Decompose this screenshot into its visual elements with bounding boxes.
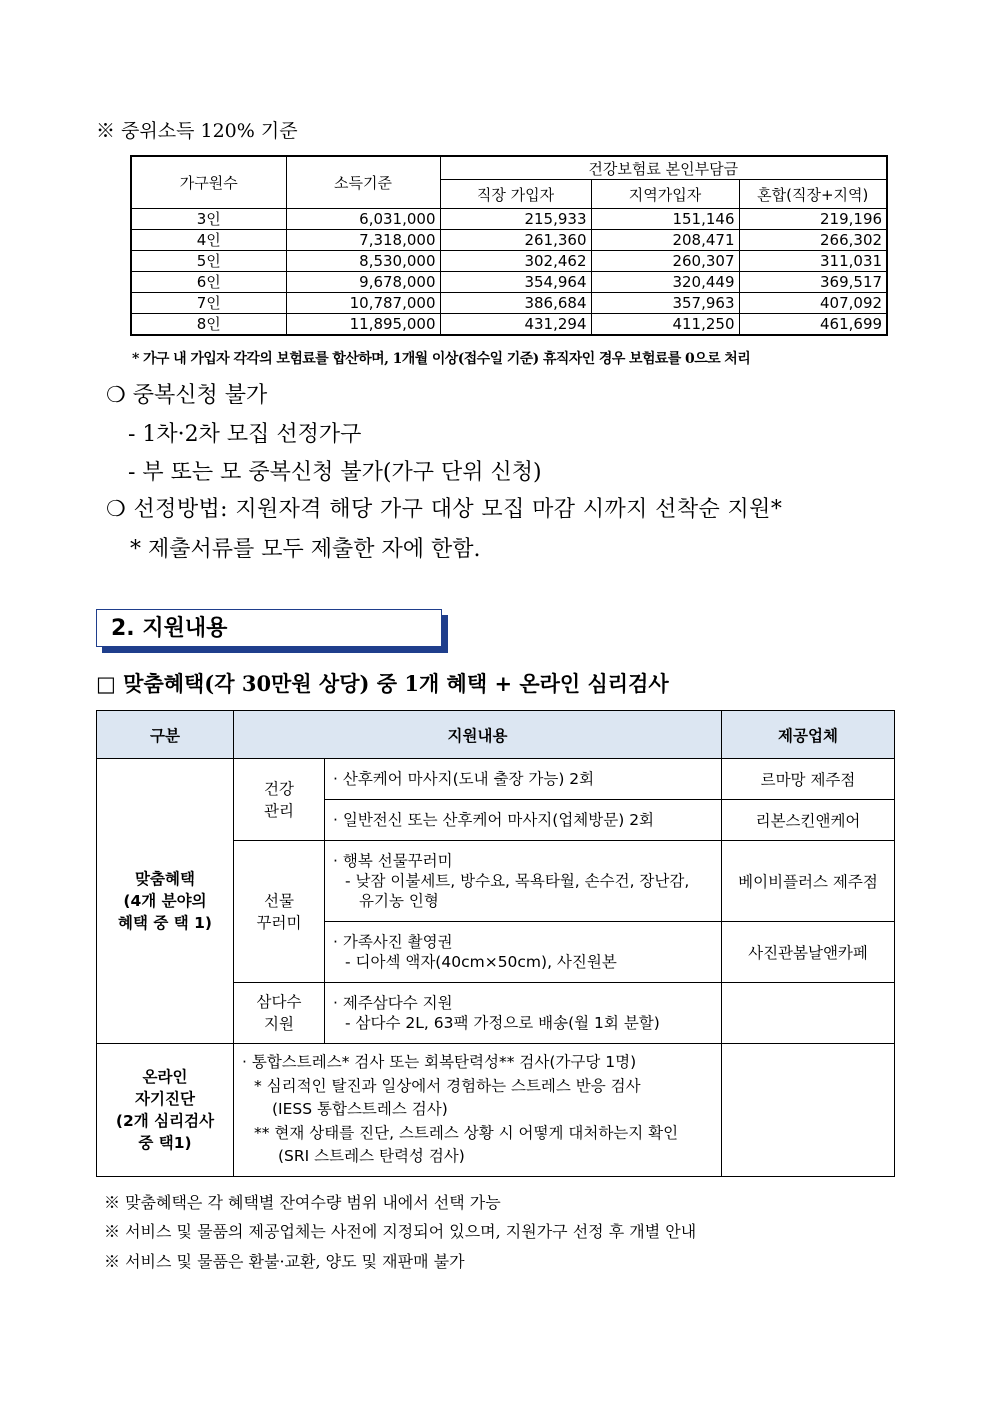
table-row (131, 293, 887, 314)
cell-regional: 411,250 (591, 314, 739, 336)
benefit-summary: □ 맞춤혜택(각 30만원 상당) 중 1개 혜택 + 온라인 심리검사 (96, 671, 669, 696)
online-provider (722, 1044, 895, 1177)
cell-regional: 357,963 (591, 293, 739, 314)
online-line: · 통합스트레스* 검사 또는 회복탄력성** 검사(가구당 1명) (242, 1053, 637, 1072)
table-row (97, 1044, 895, 1177)
table-row (131, 209, 887, 230)
label-line: 삼다수 (256, 993, 302, 1011)
category-line: 자기진단 (135, 1090, 195, 1108)
cell-workplace: 302,462 (440, 251, 591, 272)
category-line: (2개 심리검사 (115, 1112, 215, 1130)
cell-mixed: 461,699 (739, 314, 887, 336)
cell-workplace: 354,964 (440, 272, 591, 293)
label-line: 건강 (264, 779, 294, 798)
footnote: ※ 맞춤혜택은 각 혜택별 잔여수량 범위 내에서 선택 가능 (104, 1193, 501, 1212)
header-provider: 제공업체 (722, 711, 895, 759)
cell-household: 4인 (131, 230, 286, 251)
online-line: (IESS 통합스트레스 검사) (272, 1100, 448, 1119)
cell-regional: 208,471 (591, 230, 739, 251)
label-line: 관리 (264, 801, 294, 820)
cell-mixed: 219,196 (739, 209, 887, 230)
header-household: 가구원수 (131, 156, 286, 209)
water-provider (722, 983, 895, 1044)
table-row (97, 759, 895, 800)
cell-mixed: 311,031 (739, 251, 887, 272)
category-line: 맞춤혜택 (135, 870, 195, 888)
cell-mixed: 407,092 (739, 293, 887, 314)
cell-household: 5인 (131, 251, 286, 272)
water-item (325, 983, 722, 1044)
cell-regional: 260,307 (591, 251, 739, 272)
gift-item-1 (325, 841, 722, 922)
health-provider-2: 리본스킨앤케어 (722, 800, 895, 841)
benefit-table (96, 710, 895, 1177)
table-row (131, 314, 887, 336)
cell-household: 6인 (131, 272, 286, 293)
category-line: 온라인 (142, 1068, 188, 1086)
water-label (234, 983, 325, 1044)
cell-workplace: 431,294 (440, 314, 591, 336)
category-line: (4개 분야의 (123, 892, 207, 910)
cell-income: 6,031,000 (286, 209, 440, 230)
gift-item-1-title: · 행복 선물꾸러미 (333, 852, 453, 870)
cell-household: 7인 (131, 293, 286, 314)
category-line: 중 택1) (138, 1134, 192, 1152)
cell-income: 8,530,000 (286, 251, 440, 272)
bullet-duplicate-sub1: - 1차·2차 모집 선정가구 (128, 422, 362, 447)
online-line: * 심리적인 탈진과 일상에서 경험하는 스트레스 반응 검사 (254, 1076, 641, 1095)
income-criteria-title: ※ 중위소득 120% 기준 (96, 120, 298, 142)
cell-workplace: 386,684 (440, 293, 591, 314)
label-line: 지원 (264, 1015, 294, 1033)
cell-income: 9,678,000 (286, 272, 440, 293)
cell-mixed: 266,302 (739, 230, 887, 251)
benefit-table-header-row (97, 711, 895, 759)
gift-item-1-detail: - 낮잠 이불세트, 방수요, 목욕타월, 손수건, 장난감, (345, 872, 690, 890)
header-income: 소득기준 (286, 156, 440, 209)
header-mixed: 혼합(직장+지역) (739, 180, 887, 209)
label-line: 꾸러미 (256, 913, 302, 932)
gift-label (234, 841, 325, 983)
header-category: 구분 (97, 711, 234, 759)
water-item-detail: - 삼다수 2L, 63팩 가정으로 배송(월 1회 분할) (345, 1014, 660, 1032)
online-content (234, 1044, 722, 1177)
cell-regional: 320,449 (591, 272, 739, 293)
gift-item-2-title: · 가족사진 촬영권 (333, 933, 453, 951)
cell-income: 10,787,000 (286, 293, 440, 314)
cell-workplace: 215,933 (440, 209, 591, 230)
health-item-2: · 일반전신 또는 산후케어 마사지(업체방문) 2회 (325, 800, 722, 841)
gift-item-2-detail: - 디아섹 액자(40cm×50cm), 사진원본 (345, 953, 617, 971)
online-line: (SRI 스트레스 탄력성 검사) (278, 1147, 465, 1166)
cell-workplace: 261,360 (440, 230, 591, 251)
online-category (97, 1044, 234, 1177)
header-content: 지원내용 (234, 711, 722, 759)
bullet-duplicate-sub2: - 부 또는 모 중복신청 불가(가구 단위 신청) (128, 460, 542, 485)
cell-income: 11,895,000 (286, 314, 440, 336)
online-line: ** 현재 상태를 진단, 스트레스 상황 시 어떻게 대처하는지 확인 (254, 1123, 679, 1142)
header-premium-group: 건강보험료 본인부담금 (440, 156, 887, 180)
health-item-1: · 산후케어 마사지(도내 출장 가능) 2회 (325, 759, 722, 800)
cell-income: 7,318,000 (286, 230, 440, 251)
header-workplace: 직장 가입자 (440, 180, 591, 209)
health-provider-1: 르마망 제주점 (722, 759, 895, 800)
label-line: 선물 (264, 891, 294, 910)
header-regional: 지역가입자 (591, 180, 739, 209)
cell-mixed: 369,517 (739, 272, 887, 293)
gift-item-1-detail: 유기농 인형 (359, 892, 439, 910)
table-row (131, 251, 887, 272)
gift-item-2 (325, 922, 722, 983)
bullet-selection-note: * 제출서류를 모두 제출한 자에 한함. (130, 537, 481, 562)
cell-regional: 151,146 (591, 209, 739, 230)
health-label (234, 759, 325, 841)
bullet-duplicate: ❍ 중복신청 불가 (106, 383, 268, 408)
income-table (130, 155, 888, 336)
income-table-note: * 가구 내 가입자 각각의 보험료를 합산하며, 1개월 이상(접수일 기준) 휴직자인 경우 보험료를 0으로 처리 (132, 351, 751, 367)
section-title: 2. 지원내용 (96, 609, 442, 647)
water-item-title: · 제주삼다수 지원 (333, 994, 453, 1012)
gift-provider-2: 사진관봄날앤카페 (722, 922, 895, 983)
bullet-selection: ❍ 선정방법: 지원자격 해당 가구 대상 모집 마감 시까지 선착순 지원* (106, 497, 783, 522)
table-row (131, 230, 887, 251)
footnote: ※ 서비스 및 물품은 환불·교환, 양도 및 재판매 불가 (104, 1252, 465, 1271)
category-line: 혜택 중 택 1) (118, 914, 212, 932)
cell-household: 3인 (131, 209, 286, 230)
custom-benefit-category (97, 759, 234, 1044)
footnote: ※ 서비스 및 물품의 제공업체는 사전에 지정되어 있으며, 지원가구 선정 후 개별 안내 (104, 1222, 697, 1241)
income-table-header-row (131, 156, 887, 180)
cell-household: 8인 (131, 314, 286, 336)
table-row (131, 272, 887, 293)
gift-provider-1: 베이비플러스 제주점 (722, 841, 895, 922)
